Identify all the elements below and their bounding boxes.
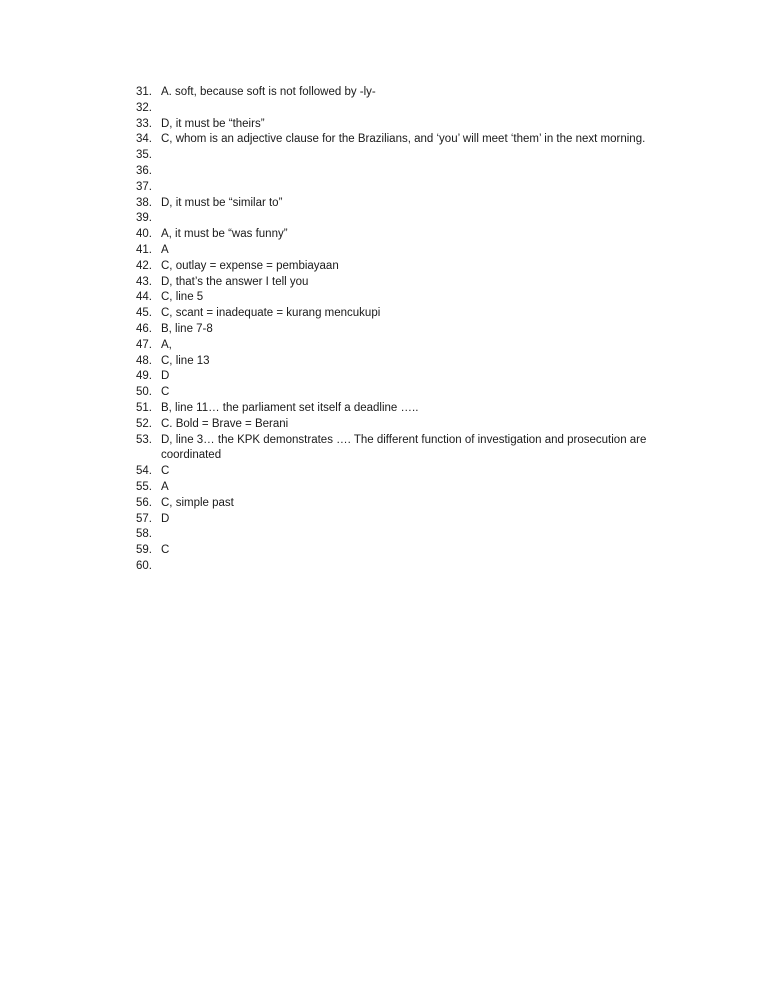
answer-item [136, 117, 656, 133]
answer-number: 58. [136, 528, 152, 541]
answer-item [136, 401, 656, 417]
answer-number: 59. [136, 544, 152, 557]
answer-item [136, 259, 656, 275]
answer-item [136, 480, 656, 496]
answer-number: 54. [136, 465, 152, 478]
answer-text: A, [161, 338, 172, 351]
answer-item [136, 164, 656, 180]
answer-number: 47. [136, 338, 152, 351]
answer-number: 57. [136, 512, 152, 525]
answer-number: 55. [136, 480, 152, 493]
answer-number: 40. [136, 228, 152, 241]
answer-number: 60. [136, 559, 152, 572]
answer-text: A, it must be “was funny” [161, 228, 288, 241]
answer-text: A [161, 480, 169, 493]
answer-item [136, 433, 656, 465]
answer-item [136, 338, 656, 354]
answer-number: 35. [136, 149, 152, 162]
answer-text: C [161, 386, 170, 399]
answer-number: 33. [136, 117, 152, 130]
answer-text: B, line 11… the parliament set itself a deadline ….. [161, 401, 419, 414]
answer-text: D [161, 370, 170, 383]
answer-item [136, 496, 656, 512]
answer-number: 52. [136, 417, 152, 430]
answer-text: C, line 5 [161, 291, 204, 304]
answer-item [136, 211, 656, 227]
answer-number: 31. [136, 86, 152, 98]
answer-number: 43. [136, 275, 152, 288]
answer-number: 37. [136, 180, 152, 193]
answer-number: 36. [136, 164, 152, 177]
answer-text: C, whom is an adjective clause for the Brazilians, and ‘you’ will meet ‘them’ in the next morning. [161, 133, 646, 146]
answer-item [136, 559, 656, 575]
answer-text: D, that’s the answer I tell you [161, 275, 309, 288]
answer-item [136, 527, 656, 543]
answer-number: 56. [136, 496, 152, 509]
answer-text: C, outlay = expense = pembiayaan [161, 259, 339, 272]
answer-item [136, 132, 656, 148]
answer-item [136, 322, 656, 338]
answer-item [136, 85, 656, 101]
answer-item [136, 148, 656, 164]
answer-item [136, 101, 656, 117]
answer-number: 32. [136, 101, 152, 114]
answer-item [136, 464, 656, 480]
answer-item [136, 417, 656, 433]
answer-number: 48. [136, 354, 152, 367]
answer-number: 49. [136, 370, 152, 383]
answer-text: A. soft, because soft is not followed by -ly- [161, 86, 376, 98]
answer-item [136, 196, 656, 212]
answer-item [136, 227, 656, 243]
answer-item [136, 543, 656, 559]
answer-text: C. Bold = Brave = Berani [161, 417, 289, 430]
answer-text: D, it must be “similar to” [161, 196, 283, 209]
answer-item [136, 369, 656, 385]
answer-item [136, 180, 656, 196]
answer-text: D, it must be “theirs” [161, 117, 265, 130]
answer-text: C [161, 544, 170, 557]
answer-text: C, line 13 [161, 354, 210, 367]
answer-number: 41. [136, 243, 152, 256]
answer-number: 39. [136, 212, 152, 225]
answer-text: C [161, 465, 170, 478]
answer-text: A [161, 243, 169, 256]
answer-item [136, 385, 656, 401]
answer-number: 34. [136, 133, 152, 146]
answer-number: 51. [136, 401, 152, 414]
answer-number: 44. [136, 291, 152, 304]
answer-item [136, 512, 656, 528]
answer-text: B, line 7-8 [161, 322, 213, 335]
answer-number: 45. [136, 307, 152, 320]
answer-number: 42. [136, 259, 152, 272]
answer-list [136, 85, 656, 575]
answer-item [136, 275, 656, 291]
answer-item [136, 243, 656, 259]
answer-text: C, scant = inadequate = kurang mencukupi [161, 307, 381, 320]
answer-item [136, 290, 656, 306]
answer-item [136, 306, 656, 322]
answer-text: D [161, 512, 170, 525]
answer-text: C, simple past [161, 496, 234, 509]
answer-text: D, line 3… the KPK demonstrates …. The different function of investigation and prosecution are coordinated [161, 433, 650, 462]
answer-number: 53. [136, 433, 152, 446]
answer-number: 50. [136, 386, 152, 399]
answer-number: 46. [136, 322, 152, 335]
answer-item [136, 354, 656, 370]
answer-number: 38. [136, 196, 152, 209]
